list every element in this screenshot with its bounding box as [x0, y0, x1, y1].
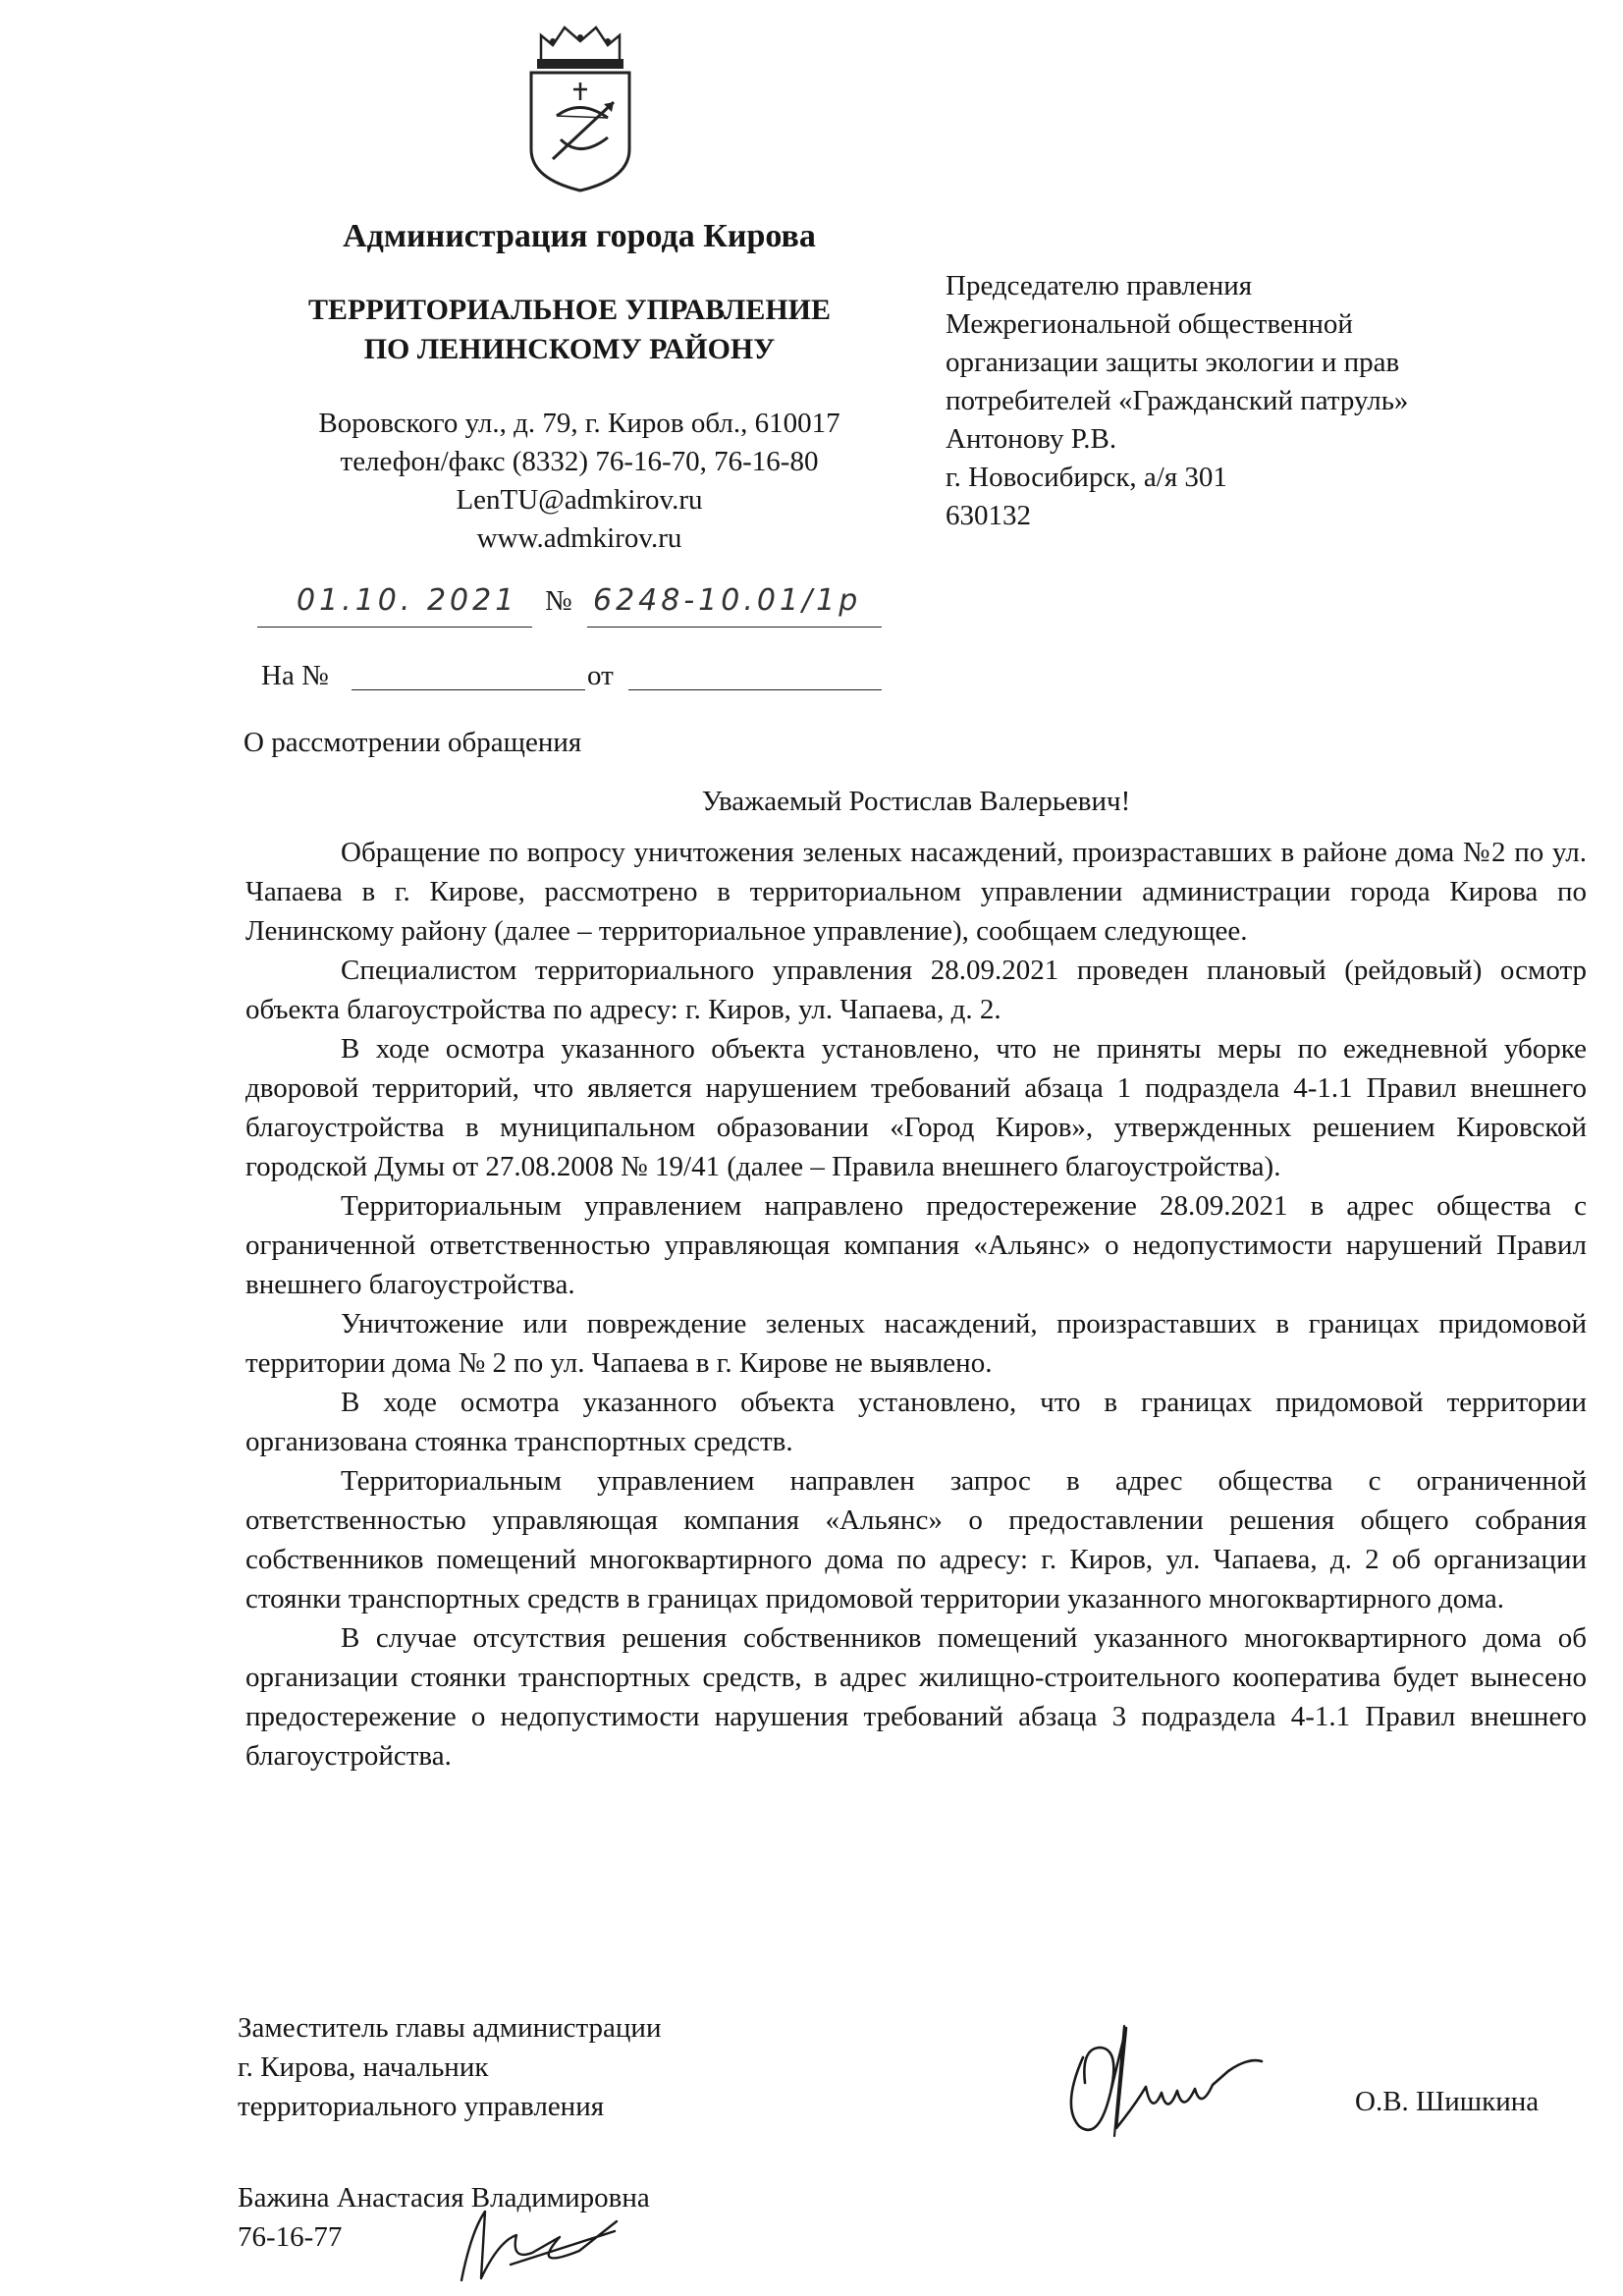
body-paragraph: Территориальным управлением направлено предостережение 28.09.2021 в адрес общества с ограниченной ответственностью управляющая компания «Альянс» о недопустимости нарушений Правил внешнего благоустройства.	[245, 1190, 1587, 1300]
signatory-title-line: Заместитель главы администрации	[238, 2012, 662, 2044]
salutation: Уважаемый Ростислав Валерьевич!	[701, 786, 1131, 817]
reply-to-number-label: На №	[261, 660, 329, 691]
reply-from-blank	[628, 689, 882, 690]
department-line-2: ПО ЛЕНИНСКОМУ РАЙОНУ	[363, 333, 776, 365]
signatory-title-line: территориального управления	[238, 2091, 605, 2122]
reply-from-label: от	[587, 660, 614, 691]
body-paragraph: Обращение по вопросу уничтожения зеленых насаждений, произраставших в районе дома №2 по ул. Чапаева в г. Кирове, рассмотрено в территориальном управлении администрации города Кирова по Ленинскому району (далее – территориальное управление), сообщаем следующее.	[245, 837, 1587, 947]
body-paragraph: Уничтожение или повреждение зеленых насаждений, произраставших в границах придомовой территории дома № 2 по ул. Чапаева в г. Кирове не выявлено.	[245, 1308, 1587, 1379]
body-paragraph: Территориальным управлением направлен запрос в адрес общества с ограниченной ответственностью управляющая компания «Альянс» о предоставлении решения общего собрания собственников помещений многоквартирного дома по адресу: г. Киров, ул. Чапаева, д. 2 об организации стоянки транспортных средств в границах придомовой территории указанного многоквартирного дома.	[245, 1465, 1587, 1614]
department-line-1: ТЕРРИТОРИАЛЬНОЕ УПРАВЛЕНИЕ	[307, 294, 832, 326]
coat-of-arms-icon	[523, 22, 637, 194]
executor-name: Бажина Анастасия Владимировна	[238, 2182, 650, 2214]
letter-subject: О рассмотрении обращения	[243, 727, 582, 758]
email-address: LenTU@admkirov.ru	[456, 484, 703, 516]
signatory-title	[238, 2008, 661, 2126]
letter-body	[245, 833, 1587, 1776]
body-paragraph: В случае отсутствия решения собственников помещений указанного многоквартирного дома об организации стоянки транспортных средств, в адрес жилищно-строительного кооператива будет вынесено предостережение о недопустимости нарушения требований абзаца 3 подраздела 4-1.1 Правил внешнего благоустройства.	[245, 1622, 1587, 1772]
body-paragraph: Специалистом территориального управления 28.09.2021 проведен плановый (рейдовый) осмотр объекта благоустройства по адресу: г. Киров, ул. Чапаева, д. 2.	[245, 955, 1587, 1025]
outgoing-number-field	[587, 577, 882, 628]
contact-block	[236, 405, 923, 558]
recipient-line: Антонову Р.В.	[946, 423, 1117, 455]
number-label: №	[545, 585, 572, 617]
signatory-name: О.В. Шишкина	[1355, 2086, 1540, 2117]
recipient-line: организации защиты экологии и прав	[946, 347, 1400, 378]
body-paragraph: В ходе осмотра указанного объекта установлено, что в границах придомовой территории организована стоянка транспортных средств.	[245, 1387, 1587, 1457]
reply-to-number-blank	[352, 689, 585, 690]
phone-fax: телефон/факс (8332) 76-16-70, 76-16-80	[340, 446, 819, 477]
department-name	[226, 291, 913, 369]
executor-phone: 76-16-77	[238, 2221, 343, 2253]
recipient-line: Межрегиональной общественной	[946, 308, 1353, 340]
recipient-line: Председателю правления	[946, 270, 1253, 301]
handwritten-initials	[442, 2192, 628, 2290]
signatory-title-line: г. Кирова, начальник	[238, 2051, 489, 2083]
outgoing-date-field	[257, 577, 532, 628]
body-paragraph: В ходе осмотра указанного объекта установлено, что не приняты меры по ежедневной уборке дворовой территорий, что является нарушением требований абзаца 1 подраздела 4-1.1 Правил внешнего благоустройства в муниципальном образовании «Город Киров», утвержденных решением Кировской городской Думы от 27.08.2008 № 19/41 (далее – Правила внешнего благоустройства).	[245, 1033, 1587, 1182]
recipient-line: г. Новосибирск, а/я 301	[946, 462, 1227, 493]
handwritten-signature	[1055, 1998, 1281, 2146]
outgoing-date: 01.10. 2021	[297, 583, 518, 618]
outgoing-number: 6248-10.01/1р	[593, 583, 862, 618]
recipient-line: 630132	[946, 500, 1031, 531]
recipient-block	[946, 267, 1574, 535]
postal-address: Воровского ул., д. 79, г. Киров обл., 610017	[318, 408, 840, 439]
recipient-line: потребителей «Гражданский патруль»	[946, 385, 1409, 416]
organization-name: Администрация города Кирова	[343, 218, 816, 254]
website-address: www.admkirov.ru	[476, 522, 682, 554]
